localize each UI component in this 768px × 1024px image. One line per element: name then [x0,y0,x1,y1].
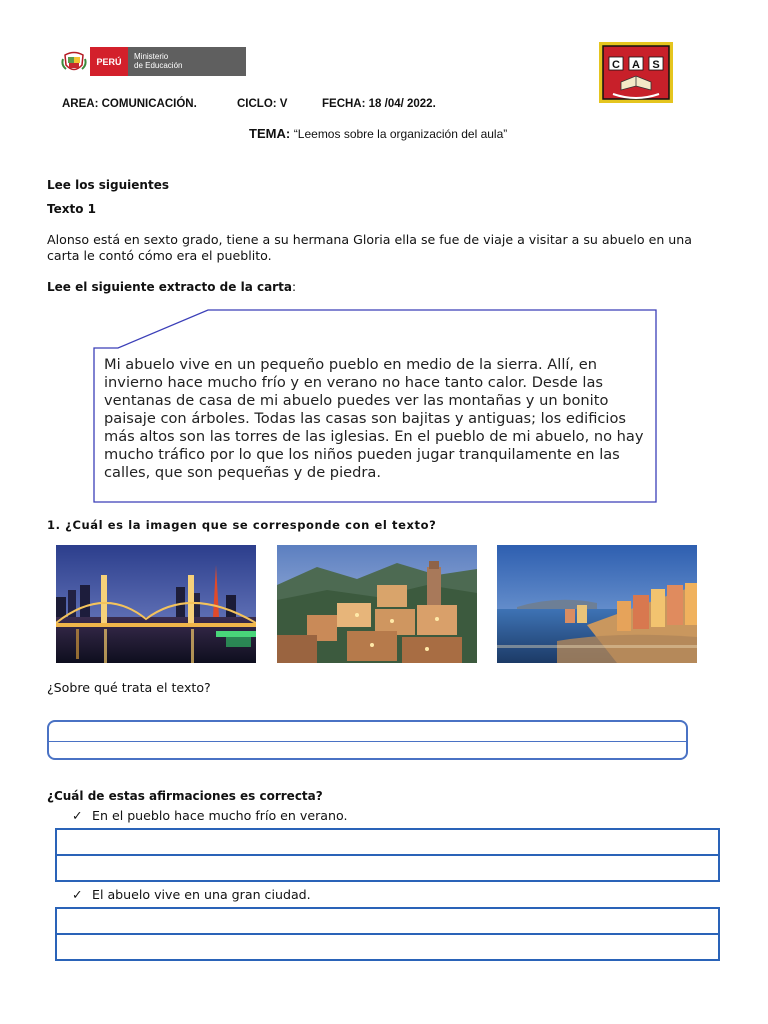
ciclo-label: CICLO: V [237,98,288,110]
answer-box-question-2[interactable] [47,720,688,760]
ministry-label: Ministerio de Educación [128,47,246,76]
lee-siguientes-label: Lee los siguientes [47,178,169,192]
school-logo [599,42,673,103]
svg-text:A: A [632,59,640,71]
checkmark-icon: ✓ [72,808,83,823]
answer-box-statement-1[interactable] [55,828,720,882]
statement-2-text: El abuelo vive en una gran ciudad. [92,887,311,902]
question-1-label: 1. ¿Cuál es la imagen que se corresponde con el texto? [47,518,437,532]
intro-paragraph: Alonso está en sexto grado, tiene a su hermana Gloria ella se fue de viaje a visitar a su abuelo en una carta le contó cómo era el pueblito. [47,232,692,263]
tema-text: “Leemos sobre la organización del aula” [293,127,508,141]
option-image-city-bridge[interactable] [56,545,256,663]
peru-shield-icon [58,47,90,76]
statement-1-text: En el pueblo hace mucho frío en verano. [92,808,348,823]
extracto-heading: Lee el siguiente extracto de la carta: [47,280,296,294]
peru-label: PERÚ [90,47,128,76]
statement-2 [72,887,311,902]
ministerio-logo [58,47,246,76]
question-3-label: ¿Cuál de estas afirmaciones es correcta? [47,789,323,803]
question-2-label: ¿Sobre qué trata el texto? [47,680,211,695]
svg-text:S: S [652,59,660,71]
fecha-label: FECHA: 18 /04/ 2022. [322,98,436,110]
statement-1 [72,808,347,823]
checkmark-icon: ✓ [72,887,83,902]
tema-line [249,126,507,141]
letter-text: Mi abuelo vive en un pequeño pueblo en medio de la sierra. Allí, en invierno hace mucho frío y en verano no hace tanto calor. Desde las ventanas de casa de mi abuelo puedes ver las montañas y un bonito paisaje con árboles. Todas las casas son bajitas y antiguas; los edificios más altos son las torres de las iglesias. En el pueblo de mi abuelo, no hay mucho tráfico por lo que los niños pueden jugar tranquilamente en las calles, que son pequeñas y de piedra. [104,356,644,481]
texto1-label: Texto 1 [47,202,96,216]
area-label: AREA: COMUNICACIÓN. [62,98,197,110]
answer-box-statement-2[interactable] [55,907,720,961]
svg-text:C: C [612,59,620,71]
option-image-mountain-village[interactable] [277,545,477,663]
tema-label: TEMA: [249,126,291,141]
option-image-coastal-town[interactable] [497,545,697,663]
